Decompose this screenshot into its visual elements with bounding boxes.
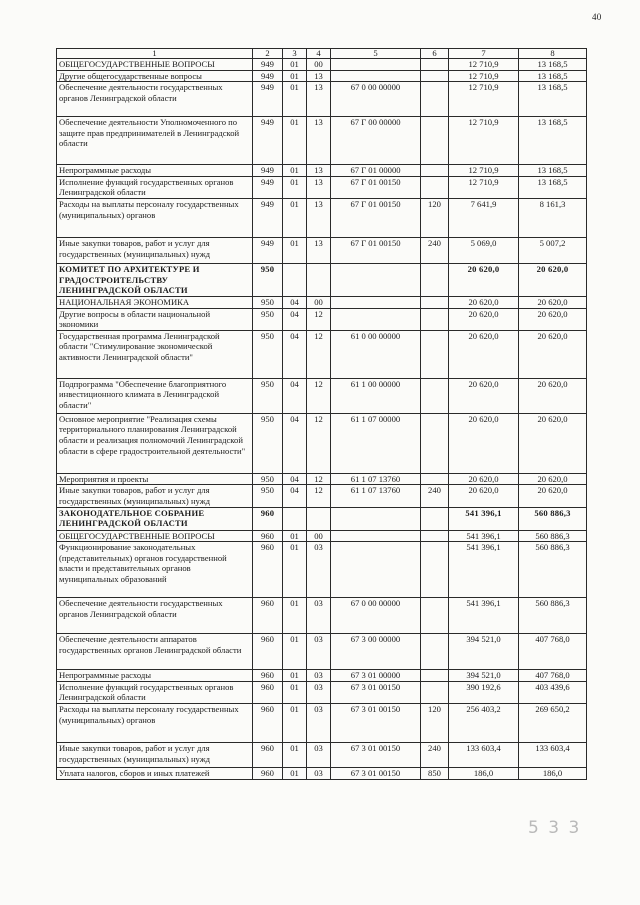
expense-type-cell: 240: [421, 237, 449, 263]
subsection-cell: 12: [307, 308, 331, 330]
amount-year1-cell: 12 710,9: [449, 165, 519, 177]
column-header: 6: [421, 49, 449, 59]
subsection-cell: 00: [307, 59, 331, 71]
subsection-cell: 03: [307, 542, 331, 598]
row-name-cell: Обеспечение деятельности аппаратов государственных органов Ленинградской области: [57, 634, 253, 670]
section-cell: 01: [283, 198, 307, 237]
subsection-cell: 00: [307, 530, 331, 542]
section-cell: 01: [283, 117, 307, 165]
amount-year1-cell: 20 620,0: [449, 473, 519, 485]
expense-type-cell: [421, 413, 449, 473]
section-cell: [283, 507, 307, 530]
amount-year2-cell: 5 007,2: [519, 237, 587, 263]
amount-year2-cell: 13 168,5: [519, 176, 587, 198]
target-article-cell: 67 3 01 00150: [331, 681, 421, 703]
target-article-cell: 67 Г 01 00150: [331, 176, 421, 198]
table-row: [57, 308, 587, 330]
code-cell: 949: [253, 165, 283, 177]
budget-table: [56, 48, 587, 780]
table-row: [57, 82, 587, 117]
expense-type-cell: [421, 634, 449, 670]
amount-year2-cell: 20 620,0: [519, 308, 587, 330]
expense-type-cell: 120: [421, 198, 449, 237]
section-cell: 04: [283, 308, 307, 330]
table-row: [57, 530, 587, 542]
row-name-cell: Государственная программа Ленинградской области "Стимулирование экономической активности Ленинградской области": [57, 330, 253, 378]
amount-year1-cell: 394 521,0: [449, 670, 519, 682]
page-number: 40: [592, 12, 602, 22]
code-cell: 950: [253, 308, 283, 330]
code-cell: 960: [253, 507, 283, 530]
amount-year2-cell: 13 168,5: [519, 165, 587, 177]
code-cell: 960: [253, 703, 283, 742]
section-cell: 04: [283, 485, 307, 507]
amount-year2-cell: 20 620,0: [519, 378, 587, 413]
code-cell: 950: [253, 485, 283, 507]
subsection-cell: 12: [307, 378, 331, 413]
target-article-cell: [331, 507, 421, 530]
subsection-cell: 03: [307, 703, 331, 742]
amount-year1-cell: 20 620,0: [449, 485, 519, 507]
row-name-cell: ОБЩЕГОСУДАРСТВЕННЫЕ ВОПРОСЫ: [57, 530, 253, 542]
section-cell: 01: [283, 634, 307, 670]
table-row: [57, 542, 587, 598]
section-cell: 01: [283, 670, 307, 682]
row-name-cell: Функционирование законодательных (представительных) органов государственной власти и представительных органов муниципальных образований: [57, 542, 253, 598]
section-cell: 01: [283, 530, 307, 542]
code-cell: 949: [253, 70, 283, 82]
amount-year2-cell: 20 620,0: [519, 413, 587, 473]
expense-type-cell: [421, 82, 449, 117]
row-name-cell: Исполнение функций государственных органов Ленинградской области: [57, 681, 253, 703]
table-row: [57, 507, 587, 530]
target-article-cell: 61 1 07 13760: [331, 473, 421, 485]
subsection-cell: 12: [307, 330, 331, 378]
section-cell: 01: [283, 165, 307, 177]
page-stamp: 5 3 3: [528, 818, 582, 838]
table-row: [57, 485, 587, 507]
row-name-cell: Основное мероприятие "Реализация схемы территориального планирования Ленинградской области и реализация полномочий Ленинградской области в сфере градостроительной деятельности": [57, 413, 253, 473]
expense-type-cell: [421, 330, 449, 378]
expense-type-cell: [421, 507, 449, 530]
subsection-cell: 13: [307, 237, 331, 263]
amount-year1-cell: 541 396,1: [449, 542, 519, 598]
expense-type-cell: [421, 117, 449, 165]
amount-year2-cell: 20 620,0: [519, 473, 587, 485]
subsection-cell: 13: [307, 176, 331, 198]
amount-year2-cell: 407 768,0: [519, 634, 587, 670]
amount-year1-cell: 133 603,4: [449, 742, 519, 767]
target-article-cell: 67 Г 01 00000: [331, 165, 421, 177]
table-row: [57, 176, 587, 198]
code-cell: 960: [253, 767, 283, 779]
expense-type-cell: [421, 542, 449, 598]
code-cell: 950: [253, 473, 283, 485]
amount-year2-cell: 560 886,3: [519, 598, 587, 634]
table-row: [57, 742, 587, 767]
amount-year2-cell: 13 168,5: [519, 82, 587, 117]
subsection-cell: 13: [307, 165, 331, 177]
table-row: [57, 165, 587, 177]
amount-year1-cell: 20 620,0: [449, 263, 519, 296]
table-row: [57, 296, 587, 308]
target-article-cell: [331, 263, 421, 296]
subsection-cell: 13: [307, 198, 331, 237]
expense-type-cell: [421, 308, 449, 330]
amount-year1-cell: 256 403,2: [449, 703, 519, 742]
table-row: [57, 703, 587, 742]
table-row: [57, 330, 587, 378]
amount-year2-cell: 20 620,0: [519, 330, 587, 378]
amount-year1-cell: 186,0: [449, 767, 519, 779]
row-name-cell: Подпрограмма "Обеспечение благоприятного инвестиционного климата в Ленинградской области": [57, 378, 253, 413]
section-cell: 01: [283, 542, 307, 598]
table-row: [57, 598, 587, 634]
row-name-cell: Другие вопросы в области национальной экономики: [57, 308, 253, 330]
section-cell: 04: [283, 330, 307, 378]
row-name-cell: Обеспечение деятельности государственных органов Ленинградской области: [57, 598, 253, 634]
subsection-cell: 03: [307, 681, 331, 703]
target-article-cell: 67 3 01 00000: [331, 670, 421, 682]
section-cell: 04: [283, 378, 307, 413]
row-name-cell: Расходы на выплаты персоналу государственных (муниципальных) органов: [57, 198, 253, 237]
row-name-cell: Расходы на выплаты персоналу государственных (муниципальных) органов: [57, 703, 253, 742]
row-name-cell: Обеспечение деятельности государственных органов Ленинградской области: [57, 82, 253, 117]
expense-type-cell: [421, 296, 449, 308]
table-row: [57, 117, 587, 165]
amount-year1-cell: 7 641,9: [449, 198, 519, 237]
target-article-cell: 67 3 01 00150: [331, 767, 421, 779]
expense-type-cell: 120: [421, 703, 449, 742]
code-cell: 949: [253, 117, 283, 165]
subsection-cell: 03: [307, 598, 331, 634]
column-header: 4: [307, 49, 331, 59]
section-cell: 01: [283, 237, 307, 263]
target-article-cell: 61 1 07 00000: [331, 413, 421, 473]
section-cell: 01: [283, 598, 307, 634]
section-cell: 04: [283, 413, 307, 473]
section-cell: 01: [283, 742, 307, 767]
subsection-cell: [307, 507, 331, 530]
section-cell: 01: [283, 176, 307, 198]
amount-year1-cell: 20 620,0: [449, 330, 519, 378]
code-cell: 950: [253, 263, 283, 296]
target-article-cell: 67 3 01 00150: [331, 742, 421, 767]
target-article-cell: [331, 296, 421, 308]
target-article-cell: [331, 308, 421, 330]
row-name-cell: Обеспечение деятельности Уполномоченного по защите прав предпринимателей в Ленинградской области: [57, 117, 253, 165]
section-cell: [283, 263, 307, 296]
code-cell: 950: [253, 378, 283, 413]
code-cell: 960: [253, 634, 283, 670]
amount-year2-cell: 560 886,3: [519, 542, 587, 598]
expense-type-cell: [421, 530, 449, 542]
table-row: [57, 70, 587, 82]
amount-year2-cell: 20 620,0: [519, 263, 587, 296]
code-cell: 950: [253, 330, 283, 378]
target-article-cell: [331, 530, 421, 542]
amount-year2-cell: 269 650,2: [519, 703, 587, 742]
section-cell: 04: [283, 473, 307, 485]
expense-type-cell: [421, 378, 449, 413]
table-header-row: [57, 49, 587, 59]
expense-type-cell: [421, 70, 449, 82]
target-article-cell: 61 1 00 00000: [331, 378, 421, 413]
table-row: [57, 473, 587, 485]
expense-type-cell: [421, 681, 449, 703]
target-article-cell: 67 Г 01 00150: [331, 198, 421, 237]
amount-year2-cell: 407 768,0: [519, 670, 587, 682]
expense-type-cell: [421, 598, 449, 634]
amount-year2-cell: 13 168,5: [519, 70, 587, 82]
amount-year1-cell: 12 710,9: [449, 59, 519, 71]
code-cell: 960: [253, 598, 283, 634]
target-article-cell: 61 0 00 00000: [331, 330, 421, 378]
amount-year2-cell: 560 886,3: [519, 507, 587, 530]
row-name-cell: Другие общегосударственные вопросы: [57, 70, 253, 82]
target-article-cell: 67 Г 01 00150: [331, 237, 421, 263]
expense-type-cell: [421, 473, 449, 485]
target-article-cell: 67 Г 00 00000: [331, 117, 421, 165]
amount-year2-cell: 13 168,5: [519, 59, 587, 71]
expense-type-cell: [421, 59, 449, 71]
row-name-cell: Иные закупки товаров, работ и услуг для государственных (муниципальных) нужд: [57, 742, 253, 767]
section-cell: 01: [283, 703, 307, 742]
code-cell: 949: [253, 237, 283, 263]
row-name-cell: Исполнение функций государственных органов Ленинградской области: [57, 176, 253, 198]
amount-year2-cell: 186,0: [519, 767, 587, 779]
column-header: 3: [283, 49, 307, 59]
table-row: [57, 413, 587, 473]
table-row: [57, 378, 587, 413]
row-name-cell: ОБЩЕГОСУДАРСТВЕННЫЕ ВОПРОСЫ: [57, 59, 253, 71]
amount-year1-cell: 394 521,0: [449, 634, 519, 670]
expense-type-cell: 240: [421, 742, 449, 767]
subsection-cell: 12: [307, 485, 331, 507]
amount-year1-cell: 12 710,9: [449, 117, 519, 165]
code-cell: 949: [253, 198, 283, 237]
subsection-cell: 12: [307, 473, 331, 485]
subsection-cell: 03: [307, 634, 331, 670]
amount-year1-cell: 20 620,0: [449, 378, 519, 413]
amount-year1-cell: 5 069,0: [449, 237, 519, 263]
expense-type-cell: 850: [421, 767, 449, 779]
subsection-cell: 00: [307, 296, 331, 308]
table-row: [57, 59, 587, 71]
row-name-cell: НАЦИОНАЛЬНАЯ ЭКОНОМИКА: [57, 296, 253, 308]
table-row: [57, 263, 587, 296]
code-cell: 960: [253, 530, 283, 542]
target-article-cell: [331, 70, 421, 82]
table-row: [57, 681, 587, 703]
target-article-cell: [331, 59, 421, 71]
section-cell: 01: [283, 70, 307, 82]
target-article-cell: 67 3 01 00150: [331, 703, 421, 742]
table-row: [57, 198, 587, 237]
table-row: [57, 634, 587, 670]
amount-year1-cell: 390 192,6: [449, 681, 519, 703]
amount-year1-cell: 20 620,0: [449, 308, 519, 330]
amount-year1-cell: 541 396,1: [449, 507, 519, 530]
expense-type-cell: [421, 670, 449, 682]
row-name-cell: Уплата налогов, сборов и иных платежей: [57, 767, 253, 779]
subsection-cell: 12: [307, 413, 331, 473]
amount-year2-cell: 403 439,6: [519, 681, 587, 703]
code-cell: 960: [253, 670, 283, 682]
amount-year1-cell: 12 710,9: [449, 176, 519, 198]
subsection-cell: [307, 263, 331, 296]
amount-year1-cell: 12 710,9: [449, 70, 519, 82]
code-cell: 960: [253, 542, 283, 598]
subsection-cell: 03: [307, 767, 331, 779]
section-cell: 01: [283, 82, 307, 117]
table-row: [57, 767, 587, 779]
row-name-cell: Мероприятия и проекты: [57, 473, 253, 485]
amount-year2-cell: 20 620,0: [519, 485, 587, 507]
code-cell: 949: [253, 82, 283, 117]
row-name-cell: ЗАКОНОДАТЕЛЬНОЕ СОБРАНИЕ ЛЕНИНГРАДСКОЙ ОБЛАСТИ: [57, 507, 253, 530]
subsection-cell: 13: [307, 70, 331, 82]
amount-year2-cell: 13 168,5: [519, 117, 587, 165]
amount-year2-cell: 8 161,3: [519, 198, 587, 237]
section-cell: 01: [283, 59, 307, 71]
target-article-cell: 67 3 00 00000: [331, 634, 421, 670]
expense-type-cell: [421, 165, 449, 177]
column-header: 2: [253, 49, 283, 59]
target-article-cell: 67 0 00 00000: [331, 82, 421, 117]
row-name-cell: Непрограммные расходы: [57, 165, 253, 177]
subsection-cell: 13: [307, 117, 331, 165]
subsection-cell: 03: [307, 670, 331, 682]
subsection-cell: 03: [307, 742, 331, 767]
table-row: [57, 237, 587, 263]
code-cell: 949: [253, 176, 283, 198]
expense-type-cell: [421, 263, 449, 296]
table-row: [57, 670, 587, 682]
row-name-cell: КОМИТЕТ ПО АРХИТЕКТУРЕ И ГРАДОСТРОИТЕЛЬСТВУ ЛЕНИНГРАДСКОЙ ОБЛАСТИ: [57, 263, 253, 296]
subsection-cell: 13: [307, 82, 331, 117]
code-cell: 949: [253, 59, 283, 71]
amount-year1-cell: 541 396,1: [449, 598, 519, 634]
column-header: 5: [331, 49, 421, 59]
column-header: 7: [449, 49, 519, 59]
section-cell: 01: [283, 681, 307, 703]
section-cell: 01: [283, 767, 307, 779]
amount-year2-cell: 560 886,3: [519, 530, 587, 542]
amount-year2-cell: 133 603,4: [519, 742, 587, 767]
amount-year2-cell: 20 620,0: [519, 296, 587, 308]
expense-type-cell: [421, 176, 449, 198]
amount-year1-cell: 20 620,0: [449, 296, 519, 308]
row-name-cell: Иные закупки товаров, работ и услуг для государственных (муниципальных) нужд: [57, 485, 253, 507]
amount-year1-cell: 12 710,9: [449, 82, 519, 117]
target-article-cell: 61 1 07 13760: [331, 485, 421, 507]
column-header: 8: [519, 49, 587, 59]
column-header: 1: [57, 49, 253, 59]
row-name-cell: Иные закупки товаров, работ и услуг для государственных (муниципальных) нужд: [57, 237, 253, 263]
expense-type-cell: 240: [421, 485, 449, 507]
target-article-cell: [331, 542, 421, 598]
section-cell: 04: [283, 296, 307, 308]
row-name-cell: Непрограммные расходы: [57, 670, 253, 682]
code-cell: 960: [253, 742, 283, 767]
target-article-cell: 67 0 00 00000: [331, 598, 421, 634]
table-body: [57, 49, 587, 780]
code-cell: 960: [253, 681, 283, 703]
code-cell: 950: [253, 296, 283, 308]
code-cell: 950: [253, 413, 283, 473]
amount-year1-cell: 541 396,1: [449, 530, 519, 542]
amount-year1-cell: 20 620,0: [449, 413, 519, 473]
